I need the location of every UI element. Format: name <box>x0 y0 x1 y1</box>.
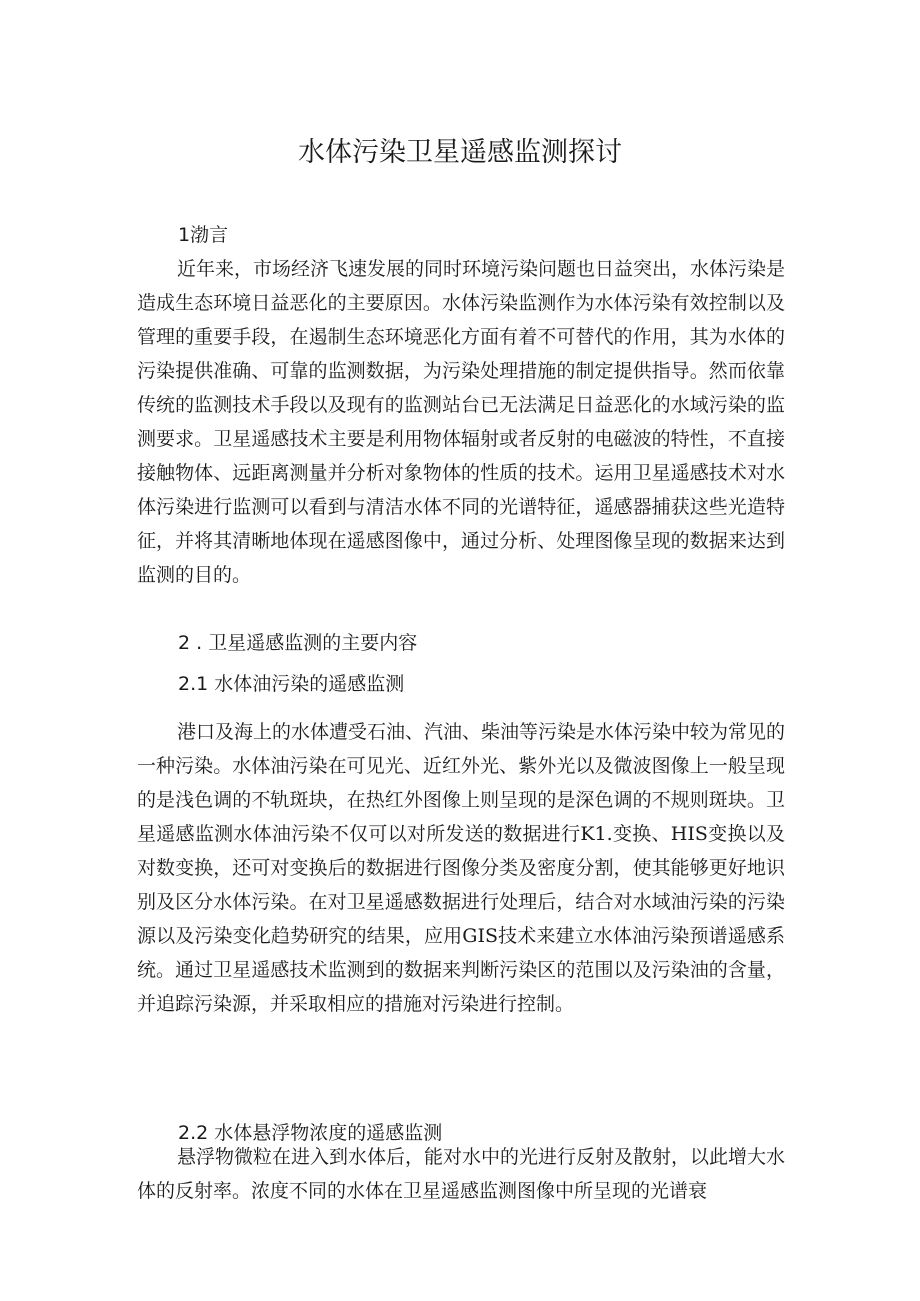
paragraph-oil-pollution: 港口及海上的水体遭受石油、汽油、柴油等污染是水体污染中较为常见的一种污染。水体油污染在可见光、近红外光、紫外光以及微波图像上一般呈现的是浅色调的不轨斑块，在热红外图像上则呈现的是深色调的不规则斑块。卫星遥感监测水体油污染不仅可以对所发送的数据进行K1.变换、HIS变换以及对数变换，还可对变换后的数据进行图像分类及密度分割，使其能够更好地识别及区分水体污染。在对卫星遥感数据进行处理后，结合对水域油污染的污染源以及污染变化趋势研究的结果，应用GIS技术来建立水体油污染预谱遥感系统。通过卫星遥感技术监测到的数据来判断污染区的范围以及污染油的含量，并追踪污染源，并采取相应的措施对污染进行控制。 <box>137 721 786 1015</box>
subsection-heading-oil-pollution: 2.1 水体油污染的遥感监测 <box>178 673 405 695</box>
document-title: 水体污染卫星遥感监测探讨 <box>298 137 622 168</box>
subsection-heading-suspended-matter: 2.2 水体悬浮物浓度的遥感监测 <box>178 1122 443 1144</box>
section-heading-main-content: 2 . 卫星遥感监测的主要内容 <box>178 632 418 654</box>
section-heading-introduction: 1渤言 <box>178 224 229 246</box>
paragraph-introduction: 近年来，市场经济飞速发展的同时环境污染问题也日益突出，水体污染是造成生态环境日益恶化的主要原因。水体污染监测作为水体污染有效控制以及管理的重要手段，在遏制生态环境恶化方面有着不可替代的作用，其为水体的污染提供准确、可靠的监测数据，为污染处理措施的制定提供指导。然而依靠传统的监测技术手段以及现有的监测站台已无法满足日益恶化的水域污染的监测要求。卫星遥感技术主要是利用物体辐射或者反射的电磁波的特性，不直接接触物体、远距离测量并分析对象物体的性质的技术。运用卫星遥感技术对水体污染进行监测可以看到与清洁水体不同的光谱特征，遥感器捕获这些光造特征，并将其清晰地体现在遥感图像中，通过分析、处理图像呈现的数据来达到监测的目的。 <box>137 258 786 586</box>
paragraph-suspended-matter: 悬浮物微粒在进入到水体后，能对水中的光进行反射及散射，以此增大水体的反射率。浓度不同的水体在卫星遥感监测图像中所呈现的光谱衰 <box>137 1146 786 1202</box>
